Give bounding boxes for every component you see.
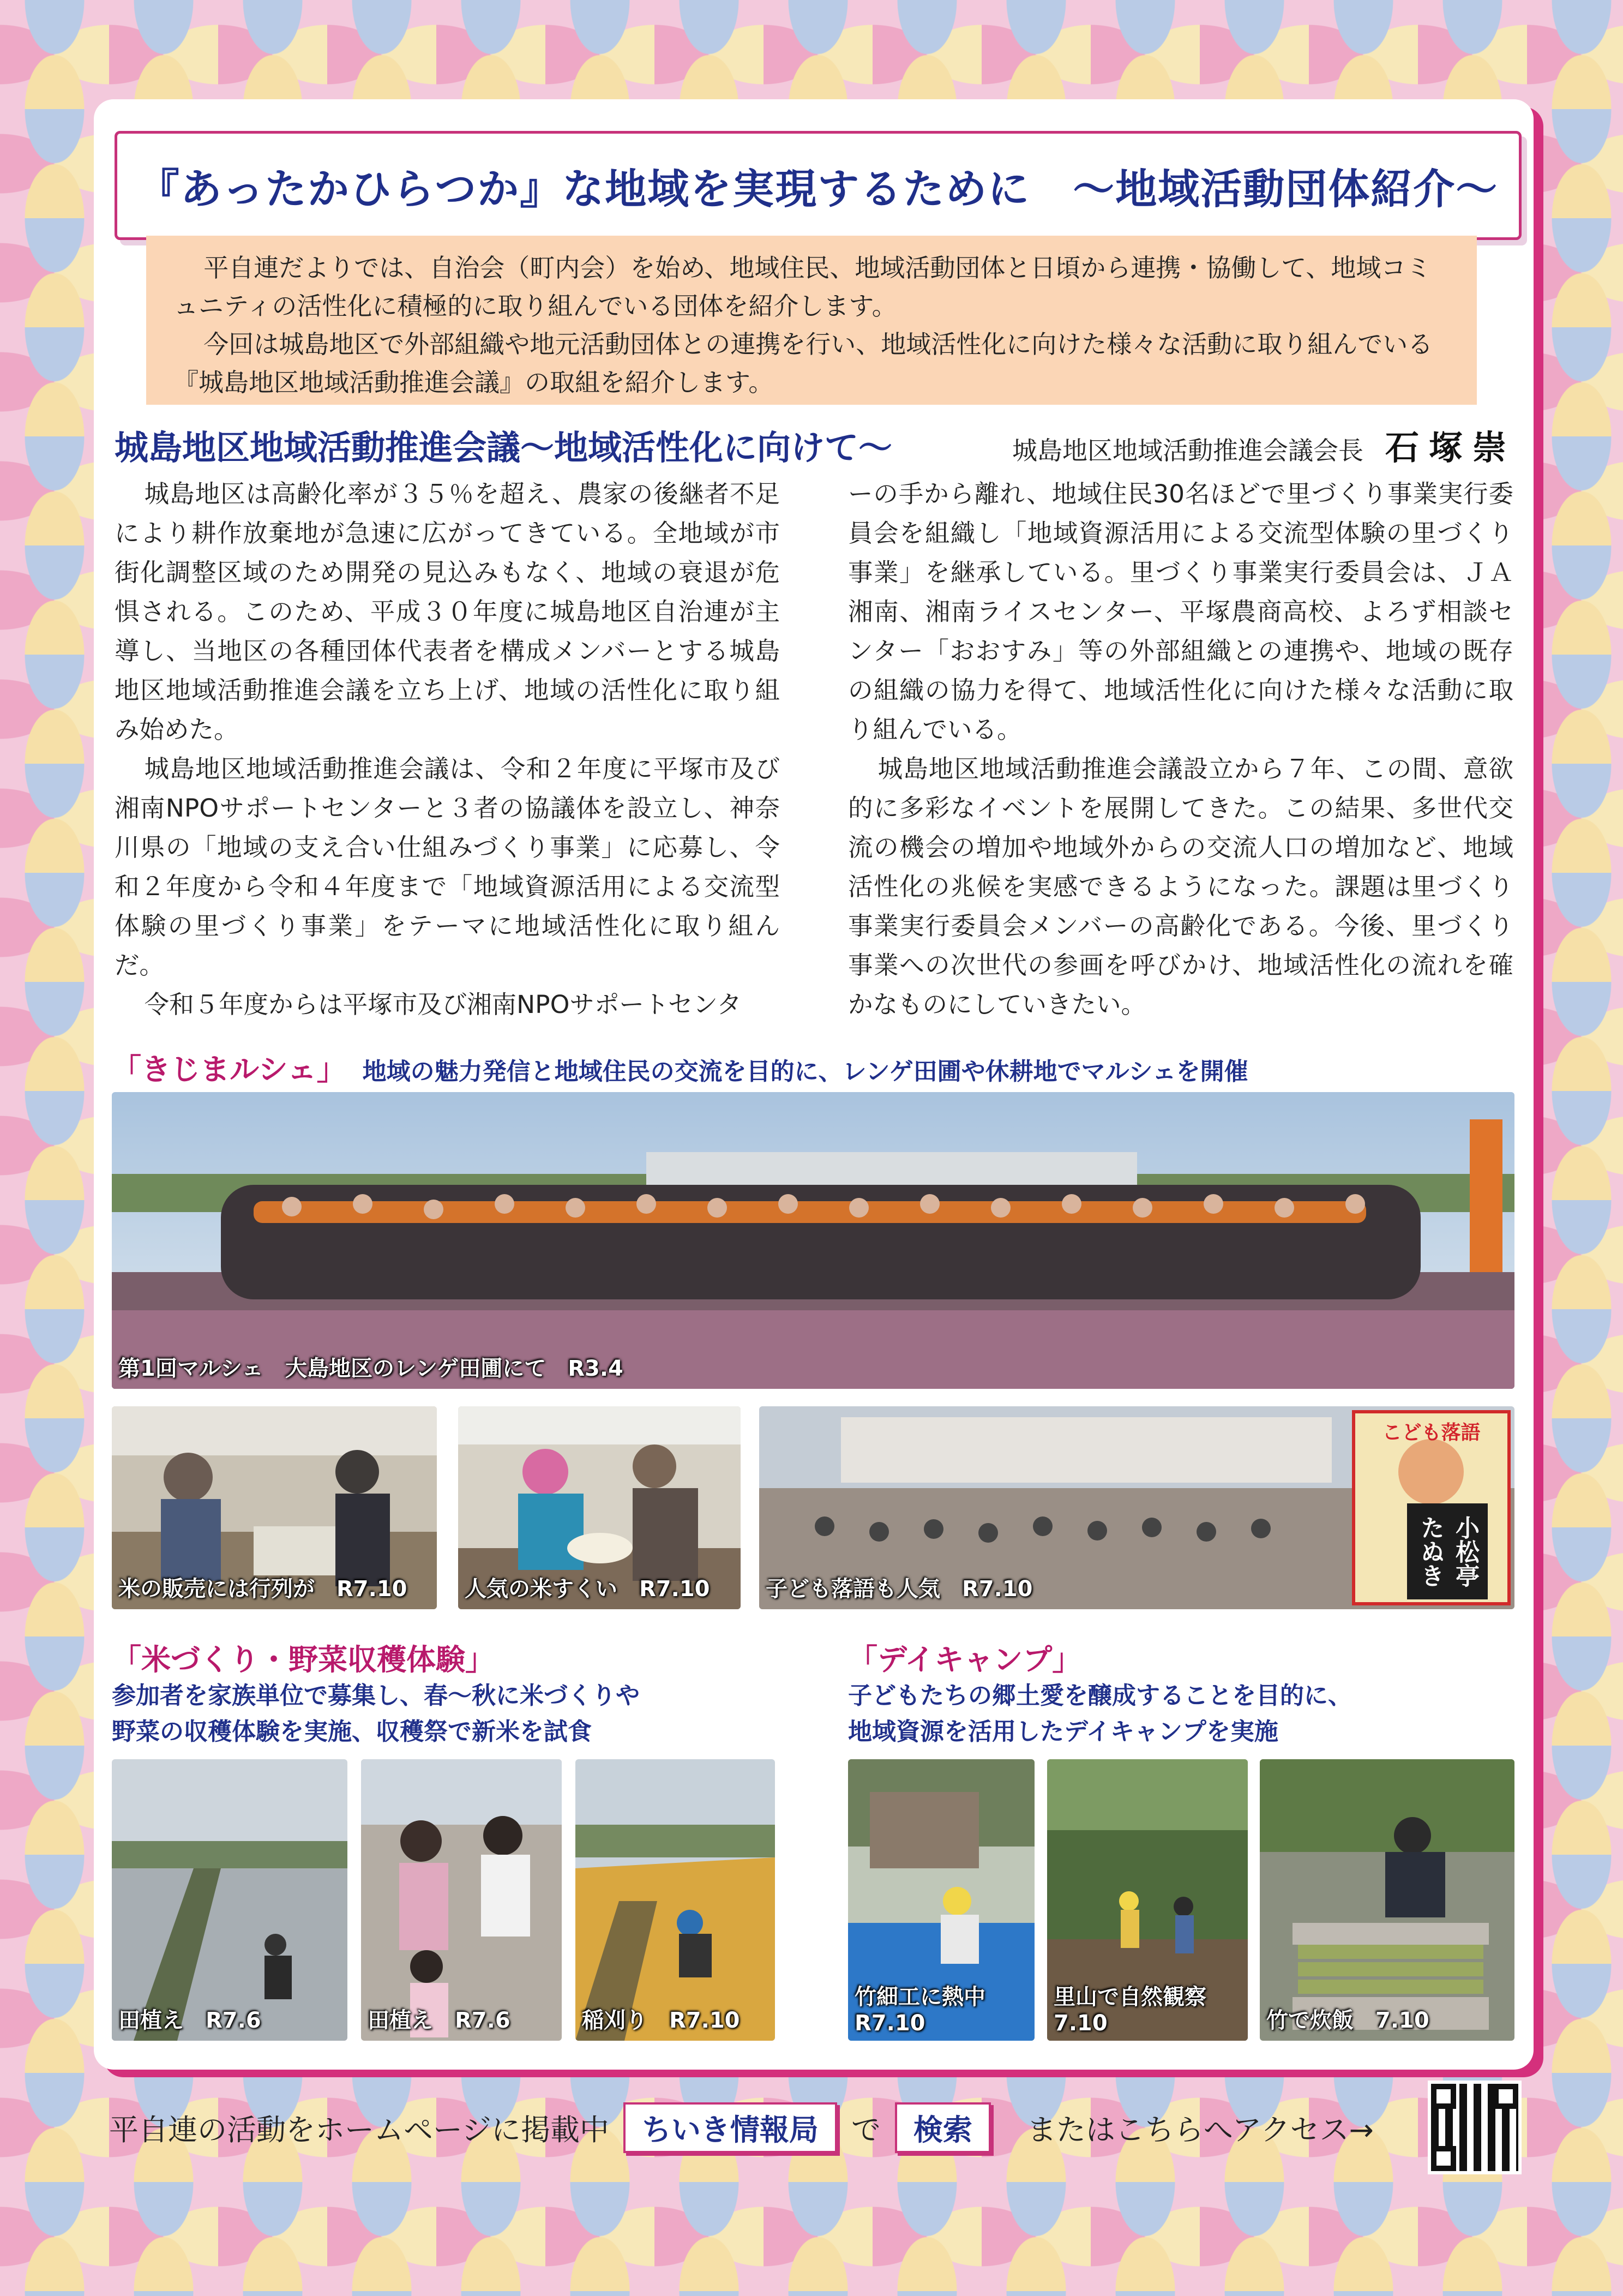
marche-description: 地域の魅力発信と地域住民の交流を目的に、レンゲ田圃や休耕地でマルシェを開催 <box>362 1058 1248 1086</box>
article-column-left <box>115 475 780 1024</box>
rice-label <box>112 1642 640 1750</box>
camp-keyword: 「デイキャンプ」 <box>848 1642 1082 1677</box>
camp-photo-caption: 竹で炊飯 7.10 <box>1266 2008 1429 2033</box>
rice-photo-planting-2-image <box>361 1759 562 2041</box>
marche-photo-kids-rakugo <box>759 1406 1514 1609</box>
body-paragraph: 城島地区は高齢化率が３５％を超え、農家の後継者不足により耕作放棄地が急速に広がってきている。全地域が市街化調整区域のため開発の見込みもなく、地域の衰退が危惧される。このため、平成３０年度に城島地区自治連が主導し、当地区の各種団体代表者を構成メンバーとする城島地区地域活動推進会議を立ち上げ、地域の活性化に取り組み始めた。 <box>115 479 780 744</box>
marche-photo-rice-scoop <box>458 1406 741 1609</box>
article-heading <box>115 420 1516 469</box>
poster-heading: こども落語 <box>1382 1422 1481 1444</box>
intro-paragraph-2: 今回は城島地区で外部組織や地元活動団体との連携を行い、地域活性化に向けた様々な活動に取り組んでいる『城島地区地域活動推進会議』の取組を紹介します。 <box>173 329 1433 397</box>
rice-photo-planting-2 <box>361 1759 562 2041</box>
footer <box>109 2084 1522 2171</box>
footer-text-de: で <box>851 2112 881 2147</box>
camp-photo-caption <box>855 1984 985 2036</box>
camp-label <box>848 1642 1352 1750</box>
camp-photo-nature <box>1047 1759 1248 2041</box>
rice-photo-caption: 田植え R7.6 <box>118 2008 261 2033</box>
rakugo-poster <box>1358 1416 1505 1599</box>
camp-caption-line: 竹細工に熱中 <box>855 1985 985 2010</box>
marche-photo-rice-sale <box>112 1406 437 1609</box>
camp-caption-line: R7.10 <box>855 2011 925 2036</box>
camp-description-1: 子どもたちの郷土愛を醸成することを目的に、 <box>848 1682 1352 1710</box>
camp-photo-bamboo-rice-image <box>1260 1759 1514 2041</box>
qr-code-icon[interactable] <box>1428 2081 1522 2174</box>
footer-text: 平自連の活動をホームページに掲載中 <box>109 2112 609 2147</box>
rice-description-2: 野菜の収穫体験を実施、収穫祭で新米を試食 <box>112 1718 592 1746</box>
camp-photo-bamboo-craft <box>848 1759 1035 2041</box>
group-photo-image <box>112 1092 1514 1389</box>
intro-box <box>146 236 1477 405</box>
rice-keyword: 「米づくり・野菜収穫体験」 <box>112 1642 495 1677</box>
marche-label <box>112 1046 1248 1088</box>
qr-finder-pattern <box>1431 2146 1456 2171</box>
marche-photo-caption: 米の販売には行列が R7.10 <box>118 1576 407 1602</box>
camp-caption-line: 7.10 <box>1054 2011 1108 2036</box>
rice-photo-harvest-image <box>575 1759 775 2041</box>
poster-name: 小松亭たぬき <box>1407 1503 1488 1599</box>
site-name-button[interactable]: ちいき情報局 <box>623 2102 837 2153</box>
article-column-right <box>848 475 1513 1024</box>
search-button[interactable]: 検索 <box>895 2102 991 2153</box>
group-photo-caption: 第1回マルシェ 大島地区のレンゲ田圃にて R3.4 <box>118 1356 623 1381</box>
camp-photo-caption <box>1054 1984 1206 2036</box>
rice-photo-planting-1-image <box>112 1759 347 2041</box>
group-photo <box>112 1092 1514 1389</box>
marche-photo-caption: 人気の米すくい R7.10 <box>465 1576 710 1602</box>
rice-description-1: 参加者を家族単位で募集し、春～秋に米づくりや <box>112 1682 640 1710</box>
article-title: 城島地区地域活動推進会議～地域活性化に向けて～ <box>115 427 893 467</box>
camp-photo-bamboo-rice <box>1260 1759 1514 2041</box>
body-paragraph: 城島地区地域活動推進会議は、令和２年度に平塚市及び湘南NPOサポートセンターと３者の協議体を設立し、神奈川県の「地域の支え合い仕組みづくり事業」に応募し、令和２年度から令和４年度まで「地域資源活用による交流型体験の里づくり事業」をテーマに地域活性化に取り組んだ。 <box>115 754 780 980</box>
camp-caption-line: 里山で自然観察 <box>1054 1985 1206 2010</box>
camp-description-2: 地域資源を活用したデイキャンプを実施 <box>848 1718 1278 1746</box>
rice-photo-harvest <box>575 1759 775 2041</box>
rice-photo-caption: 稲刈り R7.10 <box>582 2008 740 2033</box>
author-role: 城島地区地域活動推進会議会長 <box>1012 435 1363 465</box>
author-byline <box>1012 421 1516 469</box>
intro-paragraph-1: 平自連だよりでは、自治会（町内会）を始め、地域住民、地域活動団体と日頃から連携・協働して、地域コミュニティの活性化に積極的に取り組んでいる団体を紹介します。 <box>173 253 1432 321</box>
author-name: 石塚崇 <box>1385 427 1516 467</box>
body-paragraph: 令和５年度からは平塚市及び湘南NPOサポートセンタ <box>144 990 742 1019</box>
rice-photo-planting-1 <box>112 1759 347 2041</box>
body-paragraph: ーの手から離れ、地域住民30名ほどで里づくり事業実行委員会を組織し「地域資源活用による交流型体験の里づくり事業」を継承している。里づくり事業実行委員会は、ＪＡ湘南、湘南ライスセンター、平塚農商高校、よろず相談センター「おおすみ」等の外部組織との連携や、地域の既存の組織の協力を得て、地域活性化に向けた様々な活動に取り組んでいる。 <box>848 479 1513 744</box>
marche-photo-caption: 子ども落語も人気 R7.10 <box>766 1576 1033 1602</box>
headline-box <box>115 131 1522 240</box>
body-paragraph: 城島地区地域活動推進会議設立から７年、この間、意欲的に多彩なイベントを展開してきた。この結果、多世代交流の機会の増加や地域外からの交流人口の増加など、地域活性化の兆候を実感できるようになった。課題は里づくり事業実行委員会メンバーの高齢化である。今後、里づくり事業への次世代の参画を呼びかけ、地域活性化の流れを確かなものにしていきたい。 <box>848 754 1513 1019</box>
footer-access-text: またはこちらへアクセス→ <box>1026 2112 1374 2147</box>
page-title: 『あったかひらつか』な地域を実現するために ～地域活動団体紹介～ <box>137 164 1499 213</box>
marche-keyword: 「きじまルシェ」 <box>112 1052 346 1087</box>
rice-photo-caption: 田植え R7.6 <box>368 2008 510 2033</box>
